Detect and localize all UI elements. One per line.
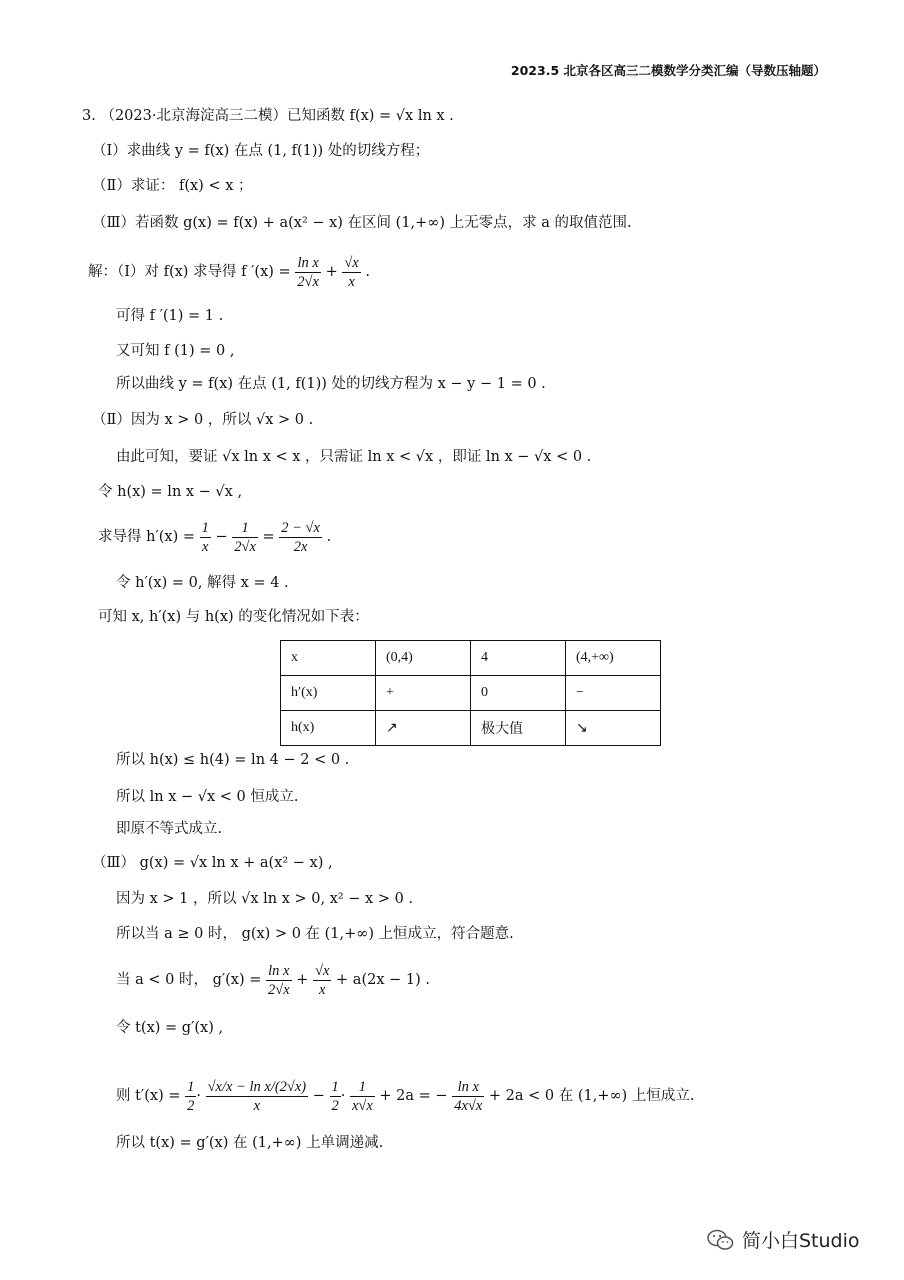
denominator: x: [253, 1097, 261, 1114]
fraction: [452, 1078, 484, 1115]
numerator: √x: [315, 962, 330, 979]
denominator: 4x√x: [454, 1097, 483, 1114]
solution-line: 可得 f ′(1) = 1 .: [116, 308, 224, 324]
text: 则 t′(x) =: [116, 1088, 181, 1104]
operator: + 2a = −: [379, 1088, 448, 1104]
denominator: 2√x: [297, 273, 319, 290]
numerator: 1: [350, 1078, 375, 1097]
text: + a(2x − 1) .: [336, 972, 430, 988]
fraction: [313, 962, 331, 999]
fraction: [350, 1078, 375, 1115]
text: + 2a < 0 在 (1,+∞) 上恒成立.: [488, 1088, 695, 1104]
numerator: √x: [344, 254, 359, 271]
problem-part3: （Ⅲ）若函数 g(x) = f(x) + a(x² − x) 在区间 (1,+∞) 上无零点，求 a 的取值范围.: [92, 215, 632, 231]
solution-line: 可知 x, h′(x) 与 h(x) 的变化情况如下表：: [98, 609, 369, 625]
text: .: [326, 529, 332, 545]
solution-g-derivative: [116, 958, 430, 1002]
fraction: [279, 519, 322, 556]
solution-line: 令 h′(x) = 0, 解得 x = 4 .: [116, 575, 289, 591]
table-cell: 0: [471, 676, 566, 711]
solution-line: （Ⅱ）因为 x > 0 ，所以 √x > 0 .: [92, 412, 314, 428]
table-cell: h′(x): [281, 676, 376, 711]
numerator: 1: [201, 519, 209, 536]
fraction: [185, 1078, 196, 1115]
denominator: x: [319, 981, 326, 998]
denominator: 2√x: [268, 981, 290, 998]
fraction: [200, 519, 211, 556]
numerator: ln x: [452, 1078, 484, 1097]
fraction: [266, 962, 292, 999]
denominator: 2x: [293, 538, 308, 555]
operator: −: [312, 1088, 330, 1104]
numerator: 1: [187, 1078, 195, 1095]
fraction: [206, 1078, 309, 1115]
solution-line: 由此可知，要证 √x ln x < x ，只需证 ln x < √x ，即证 ln x − √x < 0 .: [116, 449, 592, 465]
fraction: [342, 254, 360, 291]
watermark: 简小白Studio: [742, 1230, 860, 1252]
table-cell: 极大值: [471, 711, 566, 746]
solution-t-derivative: 则 t′(x) = $\frac{1}{2}$ · $\frac{\text{√x/x − ln x/(2√x)}}{x}$ − $\frac{1}{2}$ · $\frac{1}{x√x}$ + 2a = − $\frac{\text{ln x}}{4x√x}$ + 2a < 0 在 (1,+∞) 上恒成立.: [116, 1078, 695, 1114]
solution-line: 因为 x > 1 ，所以 √x ln x > 0, x² − x > 0 .: [116, 891, 414, 907]
denominator: 2√x: [234, 538, 256, 555]
solution-line: 所以 h(x) ≤ h(4) = ln 4 − 2 < 0 .: [116, 752, 350, 768]
table-row: [281, 641, 661, 676]
solution-derivative: [88, 250, 370, 294]
solution-line: 令 t(x) = g′(x) ,: [116, 1020, 224, 1036]
solution-line: 所以当 a ≥ 0 时， g(x) > 0 在 (1,+∞) 上恒成立，符合题意.: [116, 926, 514, 942]
numerator: √x/x − ln x/(2√x): [207, 1078, 307, 1095]
table-row: [281, 711, 661, 746]
table-cell: (0,4): [376, 641, 471, 676]
problem-part2: （Ⅱ）求证： f(x) < x ；: [92, 178, 253, 194]
text: 解：（Ⅰ）对 f(x) 求导得 f ′(x) =: [88, 264, 291, 280]
fraction: [295, 254, 321, 291]
page-header: 2023.5 北京各区高三二模数学分类汇编（导数压轴题）: [510, 63, 826, 78]
problem-part1: （Ⅰ）求曲线 y = f(x) 在点 (1, f(1)) 处的切线方程；: [92, 143, 430, 159]
table-cell: ↗: [376, 711, 471, 746]
problem-stem: 3. （2023·北京海淀高三二模）已知函数 f(x) = √x ln x .: [82, 108, 454, 124]
table-cell: 4: [471, 641, 566, 676]
operator: =: [262, 529, 275, 545]
numerator: ln x: [295, 254, 321, 273]
solution-line: 所以 ln x − √x < 0 恒成立.: [116, 789, 299, 805]
fraction: [232, 519, 258, 556]
operator: −: [215, 529, 228, 545]
denominator: x√x: [351, 1097, 373, 1114]
table-row: [281, 676, 661, 711]
solution-line: 所以曲线 y = f(x) 在点 (1, f(1)) 处的切线方程为 x − y − 1 = 0 .: [116, 376, 546, 392]
table-cell: −: [566, 676, 661, 711]
text: 当 a < 0 时， g′(x) =: [116, 972, 262, 988]
operator: +: [296, 972, 309, 988]
numerator: 1: [232, 519, 258, 538]
solution-line: 即原不等式成立.: [116, 821, 223, 837]
denominator: x: [202, 538, 209, 555]
table-cell: h(x): [281, 711, 376, 746]
table-cell: ↘: [566, 711, 661, 746]
numerator: 2 − √x: [281, 519, 320, 536]
operator: +: [325, 264, 338, 280]
variation-table: [280, 640, 661, 746]
table-cell: (4,+∞): [566, 641, 661, 676]
denominator: 2: [187, 1097, 195, 1114]
table-cell: +: [376, 676, 471, 711]
solution-line: 令 h(x) = ln x − √x ,: [98, 484, 243, 500]
text: 求导得 h′(x) =: [98, 529, 195, 545]
denominator: x: [348, 273, 355, 290]
numerator: 1: [331, 1078, 339, 1095]
numerator: ln x: [266, 962, 292, 981]
wechat-icon: [706, 1228, 736, 1252]
solution-h-derivative: [98, 515, 331, 559]
denominator: 2: [331, 1097, 339, 1114]
text: .: [365, 264, 370, 280]
solution-line: 又可知 f (1) = 0 ,: [116, 343, 235, 359]
solution-line: 所以 t(x) = g′(x) 在 (1,+∞) 上单调递减.: [116, 1135, 384, 1151]
solution-line: （Ⅲ） g(x) = √x ln x + a(x² − x) ,: [92, 855, 333, 871]
table-cell: x: [281, 641, 376, 676]
fraction: [330, 1078, 341, 1115]
